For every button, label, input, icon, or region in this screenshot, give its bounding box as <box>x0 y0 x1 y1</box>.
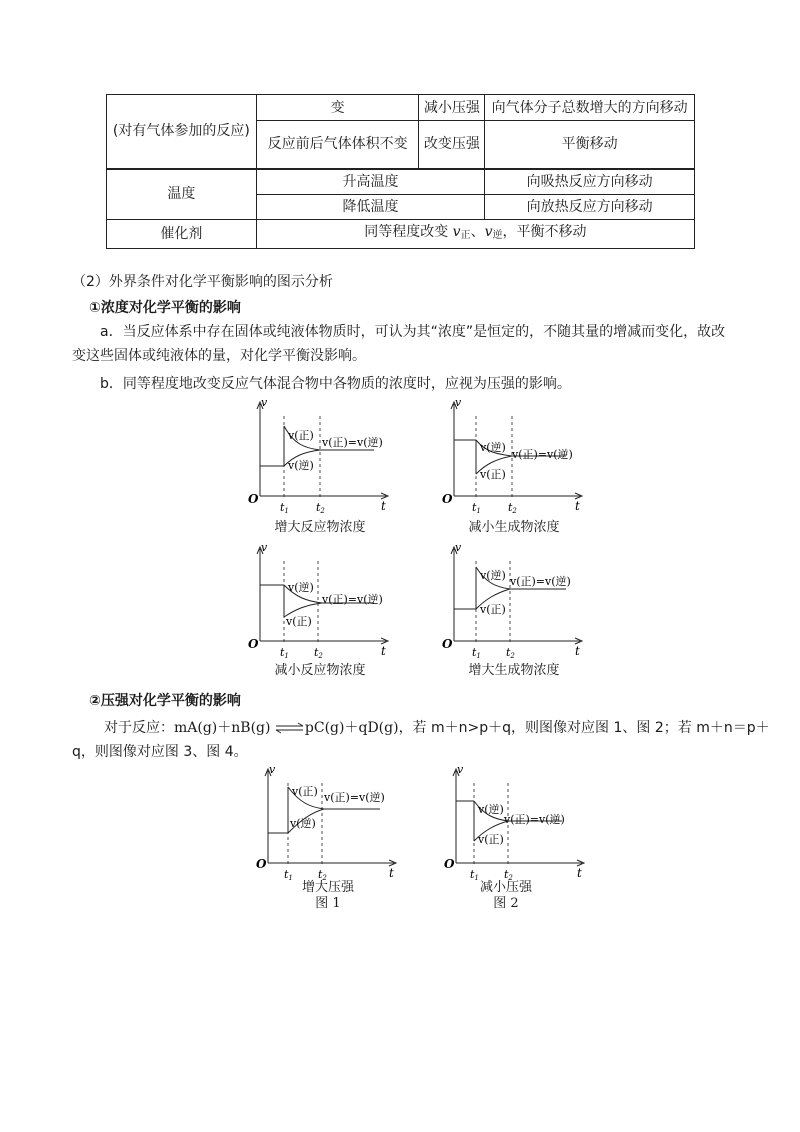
t1-label: t1 <box>284 868 293 882</box>
v-reverse-label: v(逆) <box>288 581 314 594</box>
pressure-heading: ②压强对化学平衡的影响 <box>89 693 241 709</box>
table-cell: 反应前后气体体积不变 <box>256 121 419 169</box>
origin-label: O <box>444 857 455 871</box>
table-cell: 减小压强 <box>419 95 485 121</box>
v-reverse-label: v(逆) <box>478 803 504 816</box>
graph-increase-product <box>434 541 594 661</box>
t1-label: t1 <box>280 501 289 515</box>
axis-v-label: v <box>455 541 462 554</box>
axis-v-label: v <box>261 541 268 554</box>
t2-label: t2 <box>316 501 325 515</box>
t1-label: t1 <box>470 868 479 882</box>
graph-decrease-reactant <box>240 541 400 661</box>
v-reverse-label: v(逆) <box>480 441 506 454</box>
v-reverse-label: v(逆) <box>288 459 314 472</box>
t1-label: t1 <box>472 501 481 515</box>
table-cell: 向气体分子总数增大的方向移动 <box>485 95 695 121</box>
v-forward-label: v(正) <box>480 468 506 481</box>
caption: 增大压强 <box>301 880 354 895</box>
axis-v-label: v <box>457 763 464 776</box>
caption: 增大生成物浓度 <box>468 663 560 678</box>
paragraph-b: b．同等程度地改变反应气体混合物中各物质的浓度时，应视为压强的影响。 <box>100 376 571 392</box>
axis-t-label: t <box>575 644 580 658</box>
v-reverse-label: v(逆) <box>290 817 316 830</box>
axis-t-label: t <box>389 866 394 880</box>
v-equal-label: v(正)=v(逆) <box>322 593 383 606</box>
graph-decrease-pressure <box>436 763 596 883</box>
t1-label: t1 <box>280 646 289 660</box>
origin-label: O <box>256 857 267 871</box>
axis-t-label: t <box>575 499 580 513</box>
figure-label: 图 2 <box>493 896 519 911</box>
equilibrium-arrow-icon <box>275 722 305 734</box>
t2-label: t2 <box>504 868 513 882</box>
axis-v-label: v <box>455 396 462 409</box>
pressure-line2: q，则图像对应图 3、图 4。 <box>72 744 248 760</box>
v-equal-label: v(正)=v(逆) <box>510 575 571 588</box>
v-equal-label: v(正)=v(逆) <box>512 448 573 461</box>
v-forward-label: v(正) <box>480 603 506 616</box>
table-cell: 变 <box>256 95 419 121</box>
axis-t-label: t <box>381 644 386 658</box>
t1-label: t1 <box>472 646 481 660</box>
table-cell: 向放热反应方向移动 <box>485 194 695 219</box>
graph-increase-reactant <box>240 396 400 516</box>
v-equal-label: v(正)=v(逆) <box>322 436 383 449</box>
axis-v-label: v <box>269 763 276 776</box>
v-equal-label: v(正)=v(逆) <box>504 813 565 826</box>
table-cell-catalyst-effect: 同等程度改变 $v_正$、$v_逆$，平衡不移动 <box>256 219 694 248</box>
axis-v-label: v <box>261 396 268 409</box>
concentration-heading: ①浓度对化学平衡的影响 <box>89 300 241 316</box>
graph-increase-pressure <box>248 763 408 883</box>
t2-label: t2 <box>314 646 323 660</box>
caption: 减小生成物浓度 <box>468 520 560 535</box>
table-cell: 降低温度 <box>256 194 485 219</box>
t2-label: t2 <box>318 868 327 882</box>
axis-t-label: t <box>381 499 386 513</box>
graph-decrease-product <box>434 396 594 516</box>
table-cell: 改变压强 <box>419 121 485 169</box>
v-reverse-label: v(逆) <box>480 569 506 582</box>
table-cell: 向吸热反应方向移动 <box>485 169 695 195</box>
v-forward-label: v(正) <box>286 615 312 628</box>
axis-t-label: t <box>577 866 582 880</box>
table-cell-condition: (对有气体参加的反应) <box>107 95 257 169</box>
table-cell: 平衡移动 <box>485 121 695 169</box>
origin-label: O <box>442 492 453 506</box>
origin-label: O <box>248 637 259 651</box>
caption: 增大反应物浓度 <box>274 520 366 535</box>
caption: 减小反应物浓度 <box>274 663 366 678</box>
pressure-line1: 对于反应：mA(g)＋nB(g) pC(g)＋qD(g)，若 m＋n>p＋q，则图像对应图 1、图 2；若 m＋n＝p＋ <box>104 720 770 736</box>
figure-label: 图 1 <box>315 896 341 911</box>
section-title: （2）外界条件对化学平衡影响的图示分析 <box>72 274 333 290</box>
equilibrium-table <box>106 94 695 249</box>
origin-label: O <box>248 492 259 506</box>
v-equal-label: v(正)=v(逆) <box>324 791 385 804</box>
t2-label: t2 <box>508 501 517 515</box>
caption: 减小压强 <box>479 880 532 895</box>
v-forward-label: v(正) <box>478 833 504 846</box>
table-cell: 升高温度 <box>256 169 485 195</box>
paragraph-a: a．当反应体系中存在固体或纯液体物质时，可认为其“浓度”是恒定的，不随其量的增减而变化，故改变这些固体或纯液体的量，对化学平衡没影响。 <box>72 324 726 364</box>
v-forward-label: v(正) <box>288 429 314 442</box>
t2-label: t2 <box>506 646 515 660</box>
table-cell-catalyst: 催化剂 <box>107 219 257 248</box>
table-cell-temperature: 温度 <box>107 169 257 220</box>
v-forward-label: v(正) <box>292 785 318 798</box>
origin-label: O <box>442 637 453 651</box>
